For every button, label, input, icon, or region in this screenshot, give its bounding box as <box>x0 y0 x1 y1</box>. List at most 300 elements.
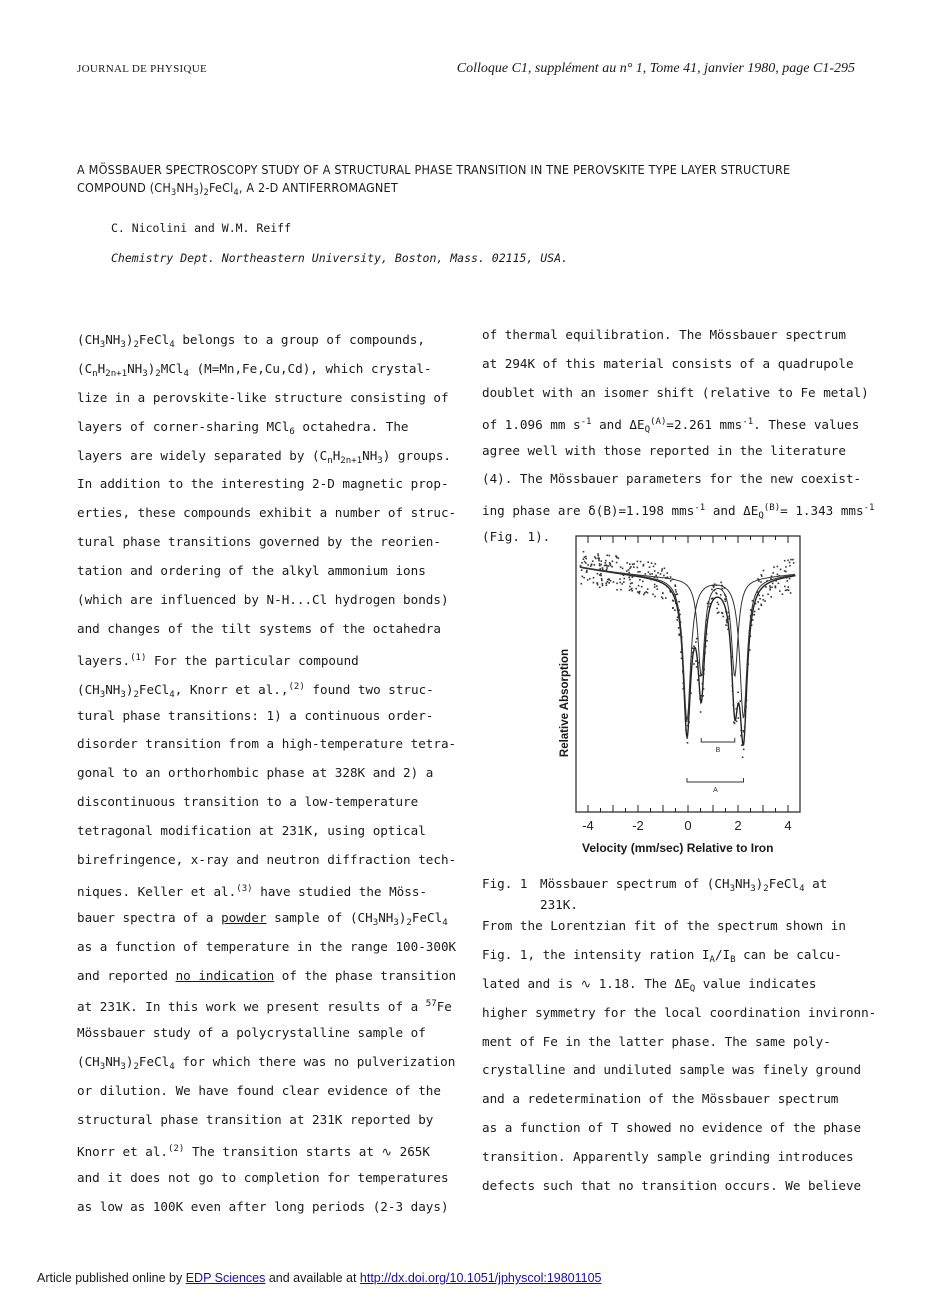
data-point <box>725 600 727 602</box>
data-point <box>789 562 791 564</box>
data-point <box>681 637 683 639</box>
data-point <box>721 612 723 614</box>
data-point <box>647 561 649 563</box>
data-point <box>703 688 705 690</box>
data-point <box>763 599 765 601</box>
data-point <box>758 595 760 597</box>
data-point <box>685 718 687 720</box>
affiliation: Chemistry Dept. Northeastern University, Boston, Mass. 02115, USA. <box>111 251 568 265</box>
x-tick-label: 4 <box>784 818 792 832</box>
data-point <box>752 600 754 602</box>
text-line: structural phase transition at 231K reported by <box>77 1112 434 1128</box>
data-point <box>672 579 674 581</box>
data-point <box>681 658 683 660</box>
data-point <box>584 556 586 558</box>
data-point <box>728 616 730 618</box>
data-point <box>737 692 739 694</box>
data-point <box>596 582 598 584</box>
data-point <box>787 580 789 582</box>
data-point <box>662 598 664 600</box>
data-point <box>677 606 679 608</box>
data-point <box>779 575 781 577</box>
data-point <box>750 635 752 637</box>
data-point <box>732 690 734 692</box>
data-point <box>723 616 725 618</box>
data-point <box>743 731 745 733</box>
data-point <box>606 564 608 566</box>
data-point <box>693 650 695 652</box>
data-point <box>643 594 645 596</box>
data-point <box>736 721 738 723</box>
data-point <box>725 596 727 598</box>
data-point <box>670 576 672 578</box>
data-point <box>727 625 729 627</box>
data-point <box>789 565 791 567</box>
data-point <box>747 663 749 665</box>
data-point <box>682 688 684 690</box>
data-point <box>619 578 621 580</box>
data-point <box>685 716 687 718</box>
footer-prefix: Article published online by <box>37 1271 186 1285</box>
title-line: A MÖSSBAUER SPECTROSCOPY STUDY OF A STRUCTURAL PHASE TRANSITION IN TNE PEROVSKITE TYPE LAYER STRUCTURE <box>77 162 791 177</box>
data-point <box>644 592 646 594</box>
data-point <box>686 720 688 722</box>
data-point <box>749 649 751 651</box>
data-point <box>722 601 724 603</box>
text-line: $(CH_3NH_3)_2FeCl_4$ for which there was no pulverization <box>77 1054 456 1073</box>
data-point <box>678 616 680 618</box>
data-point <box>699 698 701 700</box>
text-line: Fig. 1, the intensity ration $I_A/I_B$ can be calcu- <box>482 946 842 966</box>
data-point <box>693 645 695 647</box>
data-point <box>764 585 766 587</box>
data-point <box>717 602 719 604</box>
data-point <box>585 558 587 560</box>
data-point <box>724 587 726 589</box>
data-point <box>599 587 601 589</box>
data-point <box>740 700 742 702</box>
data-point <box>775 587 777 589</box>
data-point <box>691 656 693 658</box>
data-point <box>716 593 718 595</box>
data-point <box>649 566 651 568</box>
data-point <box>709 606 711 608</box>
data-point <box>631 582 633 584</box>
text-line: transition. Apparently sample grinding introduces <box>482 1149 854 1165</box>
text-line: at 231K. In this work we present results of a $^{57}$Fe <box>77 999 452 1015</box>
data-point <box>725 611 727 613</box>
data-point <box>740 735 742 737</box>
data-point <box>693 663 695 665</box>
data-point <box>736 708 738 710</box>
text-line: (4). The Mössbauer parameters for the new coexist- <box>482 471 862 487</box>
data-point <box>605 562 607 564</box>
text-line: discontinuous transition to a low-temperature <box>77 794 419 810</box>
data-point <box>790 559 792 561</box>
data-point <box>589 578 591 580</box>
data-point <box>757 591 759 593</box>
text-line: layers are widely separated by $(C_nH_{2n+1}NH_3)$ groups. <box>77 447 451 466</box>
data-point <box>744 708 746 710</box>
data-point <box>709 603 711 605</box>
data-point <box>631 590 633 592</box>
caption-number: Fig. 1 <box>482 876 528 891</box>
data-point <box>720 582 722 584</box>
text-line: crystalline and undiluted sample was finely ground <box>482 1062 862 1078</box>
data-point <box>752 619 754 621</box>
data-point <box>656 577 658 579</box>
data-point <box>586 571 588 573</box>
doi-link[interactable]: http://dx.doi.org/10.1051/jphyscol:19801105 <box>359 1271 602 1285</box>
data-point <box>724 594 726 596</box>
data-point <box>777 574 779 576</box>
data-point <box>733 705 735 707</box>
data-point <box>721 588 723 590</box>
paper-title <box>77 161 857 202</box>
text-line: erties, these compounds exhibit a number of struc- <box>77 505 457 521</box>
bracket-b-label: B <box>715 747 721 754</box>
data-point <box>597 553 599 555</box>
data-point <box>667 586 669 588</box>
data-point <box>720 594 722 596</box>
data-point <box>647 592 649 594</box>
data-point <box>785 566 787 568</box>
data-point <box>585 562 587 564</box>
data-point <box>733 722 735 724</box>
data-point <box>786 577 788 579</box>
data-point <box>758 608 760 610</box>
data-point <box>728 612 730 614</box>
data-point <box>784 586 786 588</box>
data-point <box>609 555 611 557</box>
data-point <box>713 586 715 588</box>
data-point <box>623 574 625 576</box>
data-point <box>697 661 699 663</box>
data-point <box>699 675 701 677</box>
data-point <box>789 578 791 580</box>
data-point <box>633 575 635 577</box>
data-point <box>696 638 698 640</box>
data-point <box>760 581 762 583</box>
text-line: tation and ordering of the alkyl ammonium ions <box>77 563 426 579</box>
data-point <box>595 558 597 560</box>
data-point <box>697 679 699 681</box>
text-line: agree well with those reported in the literature <box>482 442 846 458</box>
data-point <box>771 586 773 588</box>
text-line: lize in a perovskite-like structure consisting of <box>77 389 449 405</box>
data-point <box>753 614 755 616</box>
data-point <box>749 631 751 633</box>
text-line: and it does not go to completion for temperatures <box>77 1169 449 1185</box>
data-point <box>599 565 601 567</box>
data-point <box>606 567 608 569</box>
text-line: ment of Fe in the latter phase. The same poly- <box>482 1033 831 1049</box>
component-curve <box>581 567 796 677</box>
data-point <box>654 596 656 598</box>
data-point <box>587 579 589 581</box>
data-point <box>616 583 618 585</box>
figure-y-label: Relative Absorption <box>559 648 571 758</box>
data-point <box>706 619 708 621</box>
data-point <box>602 567 604 569</box>
text-line: bauer spectra of a powder sample of $(CH_3NH_3)_2FeCl_4$ <box>77 909 448 928</box>
component-curve <box>581 567 796 721</box>
data-point <box>663 575 665 577</box>
data-point <box>652 594 654 596</box>
data-point <box>654 586 656 588</box>
data-point <box>582 576 584 578</box>
data-point <box>681 649 683 651</box>
data-point <box>613 581 615 583</box>
data-point <box>607 581 609 583</box>
data-point <box>616 556 618 558</box>
data-point <box>675 589 677 591</box>
data-point <box>656 585 658 587</box>
text-line: and changes of the tilt systems of the octahedra <box>77 620 441 636</box>
data-point <box>703 673 705 675</box>
data-point <box>637 571 639 573</box>
data-point <box>716 608 718 610</box>
mossbauer-spectrum-plot <box>548 532 808 832</box>
bracket-a-label: A <box>713 787 718 794</box>
data-point <box>592 560 594 562</box>
data-point <box>609 563 611 565</box>
data-point <box>793 562 795 564</box>
data-point <box>676 619 678 621</box>
data-point <box>650 579 652 581</box>
data-point <box>750 609 752 611</box>
data-point <box>601 578 603 580</box>
data-point <box>700 711 702 713</box>
data-point <box>638 585 640 587</box>
data-point <box>741 744 743 746</box>
data-point <box>600 564 602 566</box>
data-point <box>679 634 681 636</box>
data-point <box>605 583 607 585</box>
data-point <box>731 674 733 676</box>
data-point <box>611 566 613 568</box>
data-point <box>782 593 784 595</box>
data-point <box>718 604 720 606</box>
data-point <box>721 585 723 587</box>
data-point <box>639 576 641 578</box>
data-point <box>629 568 631 570</box>
data-point <box>593 582 595 584</box>
data-point <box>654 570 656 572</box>
text-line: $(C_nH_{2n+1}NH_3)_2MCl_4$ (M=Mn,Fe,Cu,Cd), which crystal- <box>77 360 432 380</box>
data-point <box>657 572 659 574</box>
data-point <box>600 575 602 577</box>
data-point <box>643 565 645 567</box>
data-point <box>623 581 625 583</box>
data-point <box>653 566 655 568</box>
data-point <box>622 568 624 570</box>
text-line: In addition to the interesting 2-D magnetic prop- <box>77 476 449 492</box>
text-line: Mössbauer study of a polycrystalline sample of <box>77 1025 426 1041</box>
text-line: (Fig. 1). <box>482 529 551 545</box>
data-point <box>761 574 763 576</box>
data-point <box>771 576 773 578</box>
data-point <box>620 566 622 568</box>
data-point <box>649 573 651 575</box>
text-line: doublet with an isomer shift (relative to Fe metal) <box>482 384 869 400</box>
data-point <box>763 570 765 572</box>
data-point <box>642 581 644 583</box>
data-point <box>775 580 777 582</box>
data-point <box>751 624 753 626</box>
text-line: tural phase transitions: 1) a continuous order- <box>77 707 434 723</box>
data-point <box>581 583 583 585</box>
text-line: From the Lorentzian fit of the spectrum shown in <box>482 918 846 933</box>
text-line: disorder transition from a high-temperature tetra- <box>77 736 457 752</box>
text-line: birefringence, x-ray and neutron diffraction tech- <box>77 852 457 868</box>
data-point <box>603 570 605 572</box>
data-point <box>586 568 588 570</box>
data-point <box>675 591 677 593</box>
data-point <box>716 585 718 587</box>
data-point <box>681 639 683 641</box>
data-point <box>616 562 618 564</box>
data-point <box>780 569 782 571</box>
data-point <box>687 737 689 739</box>
data-point <box>620 589 622 591</box>
data-point <box>602 583 604 585</box>
data-point <box>593 577 595 579</box>
bracket-a <box>687 778 744 782</box>
data-point <box>583 551 585 553</box>
data-point <box>672 607 674 609</box>
text-line: lated and is ∿ 1.18. The $\Delta E_Q$ value indicates <box>482 975 817 994</box>
data-point <box>635 588 637 590</box>
data-point <box>744 726 746 728</box>
data-point <box>667 577 669 579</box>
text-line: higher symmetry for the local coordination invironn- <box>482 1004 877 1020</box>
text-line: as low as 100K even after long periods (2-3 days) <box>77 1198 449 1214</box>
data-point <box>608 582 610 584</box>
data-point <box>599 568 601 570</box>
data-point <box>639 579 641 581</box>
data-point <box>597 573 599 575</box>
data-point <box>700 695 702 697</box>
data-point <box>626 570 628 572</box>
data-point <box>621 583 623 585</box>
data-point <box>727 629 729 631</box>
data-point <box>597 584 599 586</box>
data-point <box>787 560 789 562</box>
journal-name: JOURNAL DE PHYSIQUE <box>77 63 207 75</box>
figure-1 <box>548 532 808 862</box>
data-point <box>665 597 667 599</box>
text-line: at 294K of this material consists of a quadrupole <box>482 355 854 371</box>
data-point <box>665 577 667 579</box>
data-point <box>639 571 641 573</box>
data-point <box>695 660 697 662</box>
data-point <box>750 615 752 617</box>
data-point <box>674 597 676 599</box>
data-point <box>714 590 716 592</box>
data-point <box>599 574 601 576</box>
data-point <box>604 565 606 567</box>
data-point <box>769 589 771 591</box>
data-point <box>702 683 704 685</box>
text-line: Knorr et al.$^{(2)}$ The transition starts at ∿ 265K <box>77 1143 430 1159</box>
data-point <box>692 647 694 649</box>
data-point <box>651 562 653 564</box>
data-point <box>672 600 674 602</box>
x-tick-label: -2 <box>632 818 644 832</box>
data-point <box>740 730 742 732</box>
data-point <box>748 644 750 646</box>
data-point <box>706 627 708 629</box>
text-line: as a function of temperature in the range 100-300K <box>77 938 457 954</box>
data-point <box>581 562 583 564</box>
data-point <box>633 563 635 565</box>
data-point <box>648 571 650 573</box>
data-point <box>657 588 659 590</box>
left-column <box>77 326 457 1222</box>
text-line: as a function of T showed no evidence of the phase <box>482 1120 862 1136</box>
data-point <box>754 611 756 613</box>
data-point <box>785 590 787 592</box>
text-line: $(CH_3NH_3)_2FeCl_4$ belongs to a group of compounds, <box>77 332 425 351</box>
data-point <box>677 593 679 595</box>
data-point <box>695 641 697 643</box>
text-line: niques. Keller et al.$^{(3)}$ have studied the Möss- <box>77 883 427 899</box>
data-point <box>706 633 708 635</box>
data-point <box>714 583 716 585</box>
text-line: layers.$^{(1)}$ For the particular compound <box>77 652 359 668</box>
data-point <box>640 561 642 563</box>
data-point <box>778 583 780 585</box>
footer <box>37 1271 602 1285</box>
data-point <box>790 592 792 594</box>
data-point <box>706 640 708 642</box>
text-line: and a redetermination of the Mössbauer spectrum <box>482 1091 839 1107</box>
data-point <box>770 578 772 580</box>
data-point <box>712 598 714 600</box>
data-point <box>678 601 680 603</box>
data-point <box>755 603 757 605</box>
text-line: $(CH_3NH_3)_2FeCl_4$, Knorr et al.,$^{(2)}$ found two struc- <box>77 681 434 700</box>
text-line: ing phase are δ(B)=1.198 mms$^{-1}$ and $\Delta E_Q^{(B)}= 1.343$ mms$^{-1}$ <box>482 503 875 522</box>
data-point <box>608 565 610 567</box>
text-line: and reported no indication of the phase transition <box>77 967 457 983</box>
data-point <box>599 563 601 565</box>
data-point <box>647 588 649 590</box>
publisher-link[interactable]: EDP Sciences <box>185 1271 266 1285</box>
data-point <box>580 565 582 567</box>
data-point <box>705 646 707 648</box>
data-point <box>680 651 682 653</box>
data-point <box>767 593 769 595</box>
data-point <box>764 600 766 602</box>
data-point <box>629 575 631 577</box>
data-point <box>679 614 681 616</box>
data-point <box>742 757 744 759</box>
data-point <box>655 575 657 577</box>
data-point <box>691 652 693 654</box>
data-point <box>690 692 692 694</box>
data-point <box>696 666 698 668</box>
data-point <box>772 583 774 585</box>
plot-frame <box>576 536 800 812</box>
text-line: of thermal equilibration. The Mössbauer spectrum <box>482 327 846 342</box>
data-point <box>745 706 747 708</box>
data-point <box>779 590 781 592</box>
data-point <box>637 561 639 563</box>
data-point <box>680 621 682 623</box>
issue-info: Colloque C1, supplément au n° 1, Tome 41, janvier 1980, page C1-295 <box>456 61 855 76</box>
